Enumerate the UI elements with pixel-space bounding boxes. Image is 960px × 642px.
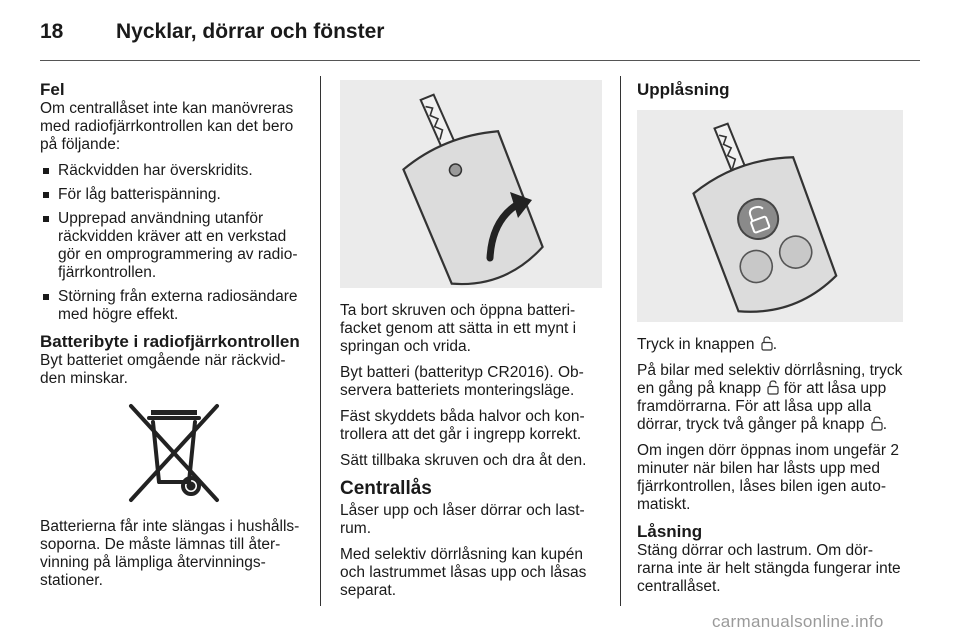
fault-list — [40, 162, 308, 324]
column-divider — [320, 76, 321, 606]
column-3 — [637, 80, 903, 604]
remove-screw-text: Ta bort skruven och öppna batteri-facket genom att sätta in ett mynt i springan och vrida. — [340, 302, 577, 355]
page-header — [40, 20, 920, 50]
unlock-padlock-icon — [767, 380, 779, 395]
fel-intro: Om centrallåset inte kan manövreras med radiofjärrkontrollen kan det bero på följande: — [40, 100, 294, 153]
central-lock-text-2: Med selektiv dörrlåsning kan kupén och lastrummet låsas upp och låsas separat. — [340, 546, 587, 599]
key-fob-unlock-illustration — [637, 110, 903, 322]
lock-text: Stäng dörrar och lastrum. Om dör-rarna inte är helt stängda fungerar inte centrallåset. — [637, 542, 901, 595]
battery-heading: Batteribyte i radiofjärrkontrollen — [40, 332, 300, 351]
disposal-figure — [40, 400, 308, 504]
list-item: Upprepad användning utanför räckvidden kräver att en verkstad gör en omprogrammering av radio-fjärrkontrollen. — [40, 210, 308, 282]
watermark: carmanualsonline.info — [712, 612, 884, 631]
lock-heading: Låsning — [637, 522, 703, 541]
column-1 — [40, 80, 308, 598]
unlock-text-2: På bilar med selektiv dörrlåsning, tryck en gång på knapp för att låsa upp framdörrarna. För att låsa upp alla dörrar, tryck två gånger på knapp . — [637, 362, 903, 433]
list-item: För låg batterispänning. — [40, 186, 308, 204]
battery-replacement-figure — [340, 80, 602, 288]
list-item: Räckvidden har överskridits. — [40, 162, 308, 180]
unlock-padlock-icon — [871, 416, 883, 431]
attach-cover-text: Fäst skyddets båda halvor och kon-trollera att det går i ingrepp korrekt. — [340, 408, 585, 443]
page-title: Nycklar, dörrar och fönster — [116, 20, 385, 43]
unlock-heading: Upplåsning — [637, 80, 730, 99]
refit-screw-text: Sätt tillbaka skruven och dra åt den. — [340, 452, 587, 469]
header-rule — [40, 60, 920, 61]
unlock-padlock-icon — [761, 336, 773, 351]
list-item: Störning från externa radiosändare med högre effekt. — [40, 288, 308, 324]
disposal-text: Batterierna får inte slängas i hushålls-soporna. De måste lämnas till åter-vinning på lämpliga återvinnings-stationer. — [40, 518, 300, 589]
replace-battery-text: Byt batteri (batterityp CR2016). Ob-servera batteriets monteringsläge. — [340, 364, 584, 399]
crossed-out-wheelie-bin-icon — [119, 400, 229, 504]
unlock-figure — [637, 110, 903, 322]
unlock-text-1: Tryck in knappen . — [637, 336, 778, 353]
battery-text: Byt batteriet omgående när räckvid-den minskar. — [40, 352, 286, 387]
column-divider — [620, 76, 621, 606]
page-number: 18 — [40, 20, 64, 43]
unlock-text-3: Om ingen dörr öppnas inom ungefär 2 minuter när bilen har låsts upp med fjärrkontrollen, låses bilen igen auto-matiskt. — [637, 442, 899, 513]
column-2 — [340, 80, 602, 608]
central-lock-text-1: Låser upp och låser dörrar och last-rum. — [340, 502, 585, 537]
fel-heading: Fel — [40, 80, 65, 99]
central-lock-heading: Centrallås — [340, 478, 432, 499]
key-fob-battery-illustration — [340, 80, 602, 288]
